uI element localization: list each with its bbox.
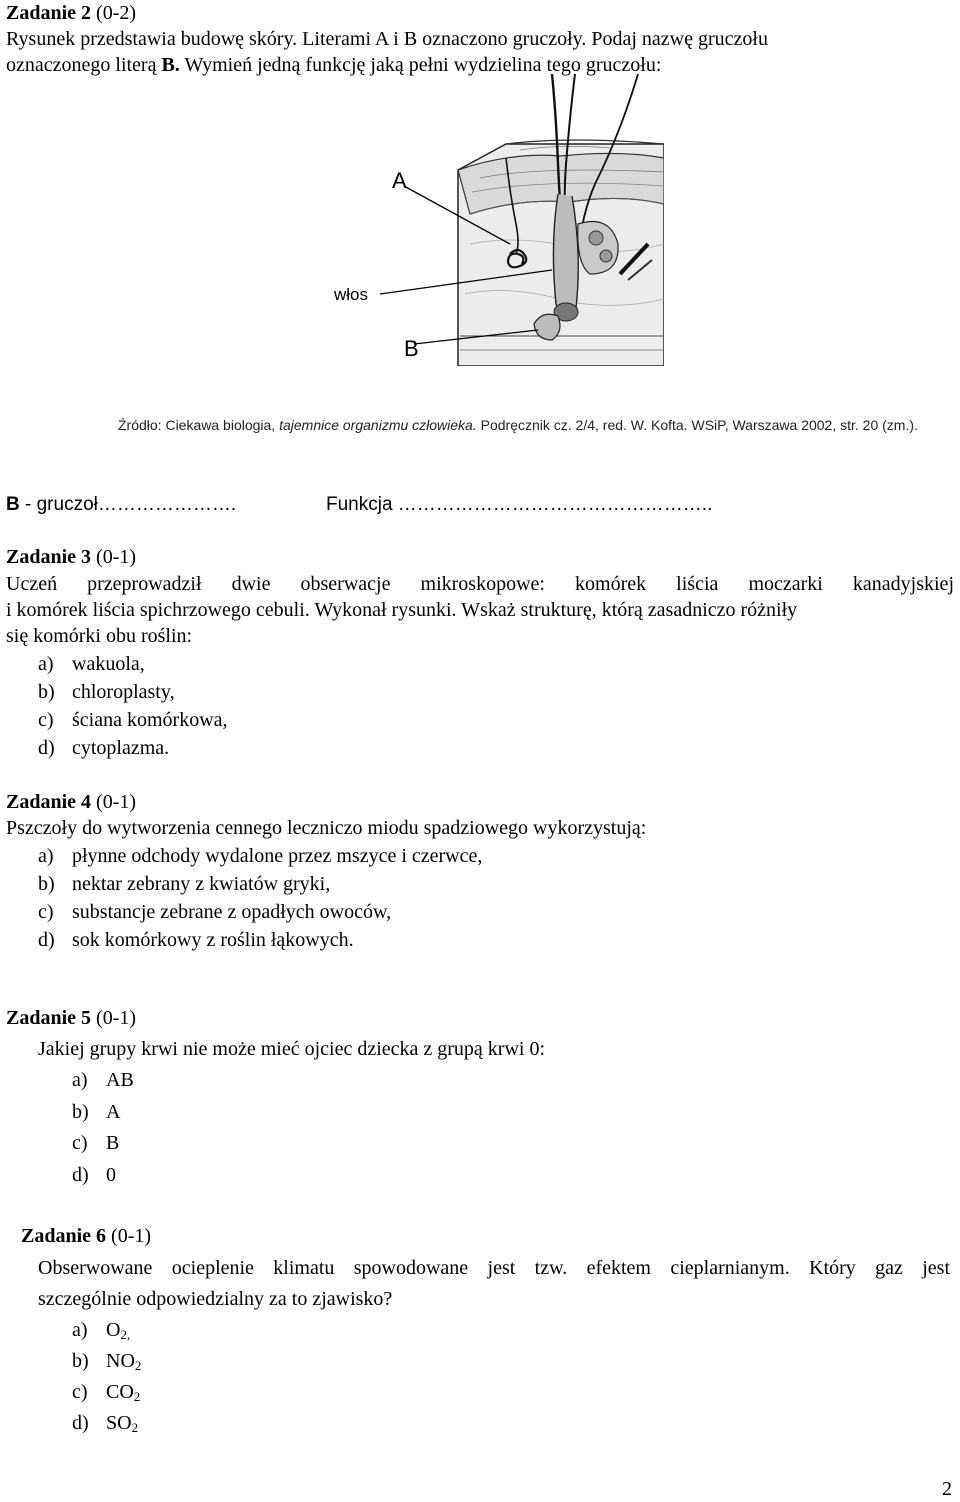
task-5-title: Zadanie 5 — [6, 1007, 92, 1029]
task-4-option-d: d) sok komórkowy z roślin łąkowych. — [38, 929, 354, 951]
task-4-title: Zadanie 4 — [6, 791, 92, 813]
task-2-heading — [6, 0, 136, 26]
task-6-heading — [21, 1223, 151, 1249]
task-3-option-a: a) wakuola, — [38, 653, 145, 675]
skin-structure-figure — [320, 74, 664, 366]
task-4-option-b: b) nektar zebrany z kwiatów gryki, — [38, 873, 331, 895]
task-6-title: Zadanie 6 — [21, 1225, 107, 1247]
task-6-option-d: d) $SO_2$ — [72, 1412, 139, 1435]
figure-label-hair: włos — [334, 285, 369, 304]
task-3-option-d: d) cytoplazma. — [38, 737, 170, 759]
task-2-points: (0-2) — [91, 2, 137, 24]
skin-diagram-svg — [320, 74, 664, 366]
answer-function-blank: Funkcja ………………………………………….. — [326, 494, 713, 515]
letter-b-bold: B. — [161, 54, 180, 76]
task-6-points: (0-1) — [106, 1225, 152, 1247]
task-4-points: (0-1) — [91, 791, 137, 813]
task-5-option-b: b) A — [72, 1101, 121, 1123]
task-5-option-c: c) B — [72, 1132, 120, 1154]
figure-label-b: B — [404, 336, 419, 361]
task-5-option-d: d) 0 — [72, 1164, 116, 1186]
task-6-text-line-2: szczególnie odpowiedzialny za to zjawisko? — [38, 1288, 393, 1310]
task-5-points: (0-1) — [91, 1007, 137, 1029]
task-4-heading — [6, 789, 136, 815]
task-2-text-line-2: oznaczonego literą B. Wymień jedną funkcję jaką pełni wydzielina tego gruczołu: — [6, 54, 662, 76]
task-6-text-line-1: Obserwowane ocieplenie klimatu spowodowane jest tzw. efektem cieplarnianym. Który gaz jest — [38, 1257, 950, 1279]
task-2-title: Zadanie 2 — [6, 2, 92, 24]
figure-label-a: A — [392, 168, 407, 193]
task-2-text-line-1: Rysunek przedstawia budowę skóry. Literami A i B oznaczono gruczoły. Podaj nazwę gruczołu — [6, 28, 768, 50]
task-5-option-a: a) AB — [72, 1069, 134, 1091]
task-4-option-a: a) płynne odchody wydalone przez mszyce i czerwce, — [38, 845, 483, 867]
task-6-option-b: b) $NO_2$ — [72, 1350, 142, 1373]
figure-source: Źródło: Ciekawa biologia, tajemnice organizmu człowieka. Podręcznik cz. 2/4, red. W. Kofta. WSiP, Warszawa 2002, str. 20 (zm.). — [118, 417, 918, 433]
answer-gland-blank: - gruczoł…………………. — [19, 494, 237, 515]
task-3-text-line-2: i komórek liścia spichrzowego cebuli. Wykonał rysunki. Wskaż strukturę, którą zasadniczo różniły — [6, 599, 798, 621]
task-4-text: Pszczoły do wytworzenia cennego leczniczo miodu spadziowego wykorzystują: — [6, 817, 647, 839]
answer-letter-b: B — [6, 494, 20, 515]
answer-line — [6, 492, 236, 518]
task-4-option-c: c) substancje zebrane z opadłych owoców, — [38, 901, 392, 923]
task-3-title: Zadanie 3 — [6, 546, 92, 568]
task-5-heading — [6, 1005, 136, 1031]
task-3-heading — [6, 544, 136, 570]
task-6-option-c: c) $CO_2$ — [72, 1381, 141, 1404]
page-number: 2 — [942, 1478, 952, 1500]
task-3-option-b: b) chloroplasty, — [38, 681, 175, 703]
task-6-option-a: a) $O_{2,}$ — [72, 1319, 131, 1342]
task-3-text-line-3: się komórki obu roślin: — [6, 625, 193, 647]
task-5-text: Jakiej grupy krwi nie może mieć ojciec dziecka z grupą krwi 0: — [38, 1038, 546, 1060]
task-3-text-line-1: Uczeń przeprowadził dwie obserwacje mikroskopowe: komórek liścia moczarki kanadyjskiej — [6, 573, 954, 595]
hair-follicle — [553, 194, 578, 316]
task-3-points: (0-1) — [91, 546, 137, 568]
task-3-option-c: c) ściana komórkowa, — [38, 709, 228, 731]
